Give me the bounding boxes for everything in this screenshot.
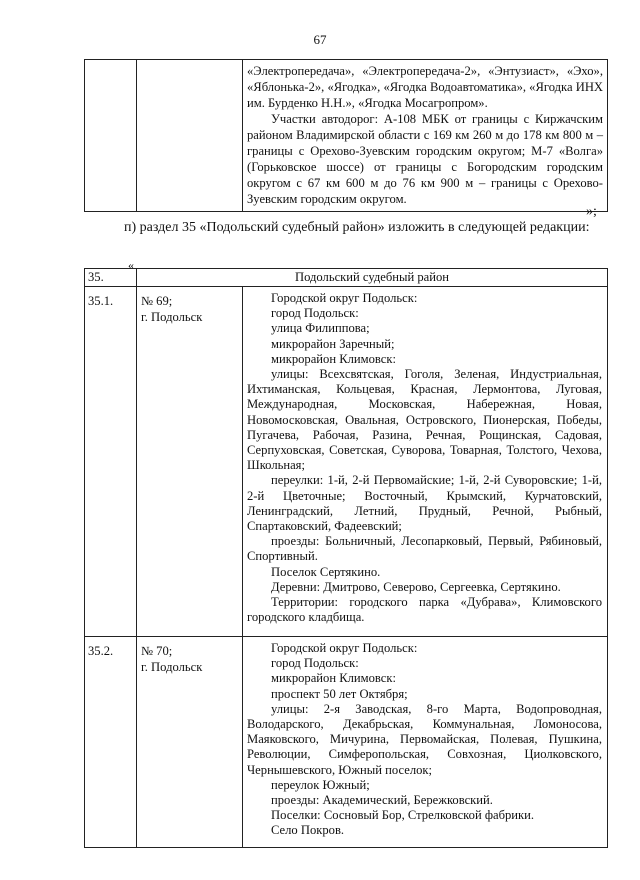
territory-line: Городской округ Подольск: [271,641,418,655]
top-table-content-cell [243,60,608,212]
row-number: 35.2. [85,637,137,848]
territory-line: микрорайон Климовск: [271,671,397,686]
territory-line: Поселок Сертякино. [271,564,381,579]
page-number: 67 [313,32,327,47]
territory-line: город Подольск: [271,656,359,671]
court-city: г. Подольск [141,310,203,324]
court-city: г. Подольск [141,660,203,674]
territory-line: микрорайон Климовск: [271,351,397,366]
territory-cell [243,287,608,637]
court-number: № 70; [141,644,173,658]
court-number: № 69; [141,294,173,308]
open-quote: « [128,258,134,272]
top-table-number-cell [85,60,137,212]
territory-line: город Подольск: [271,306,359,321]
territory-line: Село Покров. [271,823,345,838]
territory-line: микрорайон Заречный; [271,336,395,351]
court-cell [137,637,243,848]
top-table [84,59,608,212]
section-number: 35. [85,269,137,287]
table-header-row [85,269,608,287]
territory-line: проезды: Больничный, Лесопарковый, Первый, Рябиновый, Спортивный. [247,534,602,564]
top-paragraph-1: «Электропередача», «Электропередача-2», «Энтузиаст», «Эхо», «Яблонька-2», «Ягодка», «Ягодка Водоавтоматика», «Ягодка ИНХ им. Бурденко Н.Н.», «Ягодка Мосагропром». [247,64,604,110]
territory-line: улицы: Всехсвятская, Гоголя, Зеленая, Индустриальная, Ихтиманская, Кольцевая, Красная, Лермонтова, Луговая, Международная, Московская, Набережная, Новая, Новомосковская, Овальная, Островского, Пионерская, Победы, Пугачева, Рабочая, Разина, Речная, Рощинская, Садовая, Серпуховская, Советская, Суворова, Товарная, Толстого, Чехова, Школьная; [247,367,602,473]
amendment-paragraph [84,219,608,237]
close-quote: »; [586,204,597,219]
section-title: Подольский судебный район [137,269,608,287]
table-row [85,287,608,637]
territory-line: улицы: 2-я Заводская, 8-го Марта, Водопроводная, Володарского, Декабрьская, Коммунальная, Ломоносова, Маяковского, Мичурина, Первомайская, Полевая, Пушкина, Революции, Симферопольская, Совхозная, Циолковского, Чернышевского, Южный поселок; [247,701,602,777]
row-number: 35.1. [85,287,137,637]
court-cell [137,287,243,637]
top-paragraph-2: Участки автодорог: А-108 МБК от границы с Киржачским районом Владимирской области с 169 км 260 м до 178 км 800 м – границы с Орехово-Зуевским городским округом; М-7 «Волга» (Горьковское шоссе) от границы с Богородским городским округом с 67 км 600 м до 76 км 900 м – границы с Орехово-Зуевским городским округом. [247,112,603,206]
table-row [85,637,608,848]
territory-line: переулки: 1-й, 2-й Первомайские; 1-й, 2-й Суворовские; 1-й, 2-й Цветочные; Восточный, Крымский, Курчатовский, Ленинградский, Летний, Прудный, Речной, Рыбный, Спартаковский, Фадеевский; [247,473,602,534]
territory-line: улица Филиппова; [271,321,370,336]
territory-line: Деревни: Дмитрово, Северово, Сергеевка, Сертякино. [271,579,561,594]
territory-cell [243,637,608,848]
territory-line: переулок Южный; [271,777,370,792]
territory-line: Городской округ Подольск: [271,291,418,305]
court-districts-table [84,268,608,848]
top-table-court-cell [137,60,243,212]
territory-line: проезды: Академический, Бережковский. [271,793,493,808]
territory-line: проспект 50 лет Октября; [271,686,408,701]
territory-line: Поселки: Сосновый Бор, Стрелковской фабрики. [271,808,535,823]
amendment-text: п) раздел 35 «Подольский судебный район» изложить в следующей редакции: [124,220,590,235]
territory-line: Территории: городского парка «Дубрава», Климовского городского кладбища. [247,595,602,625]
